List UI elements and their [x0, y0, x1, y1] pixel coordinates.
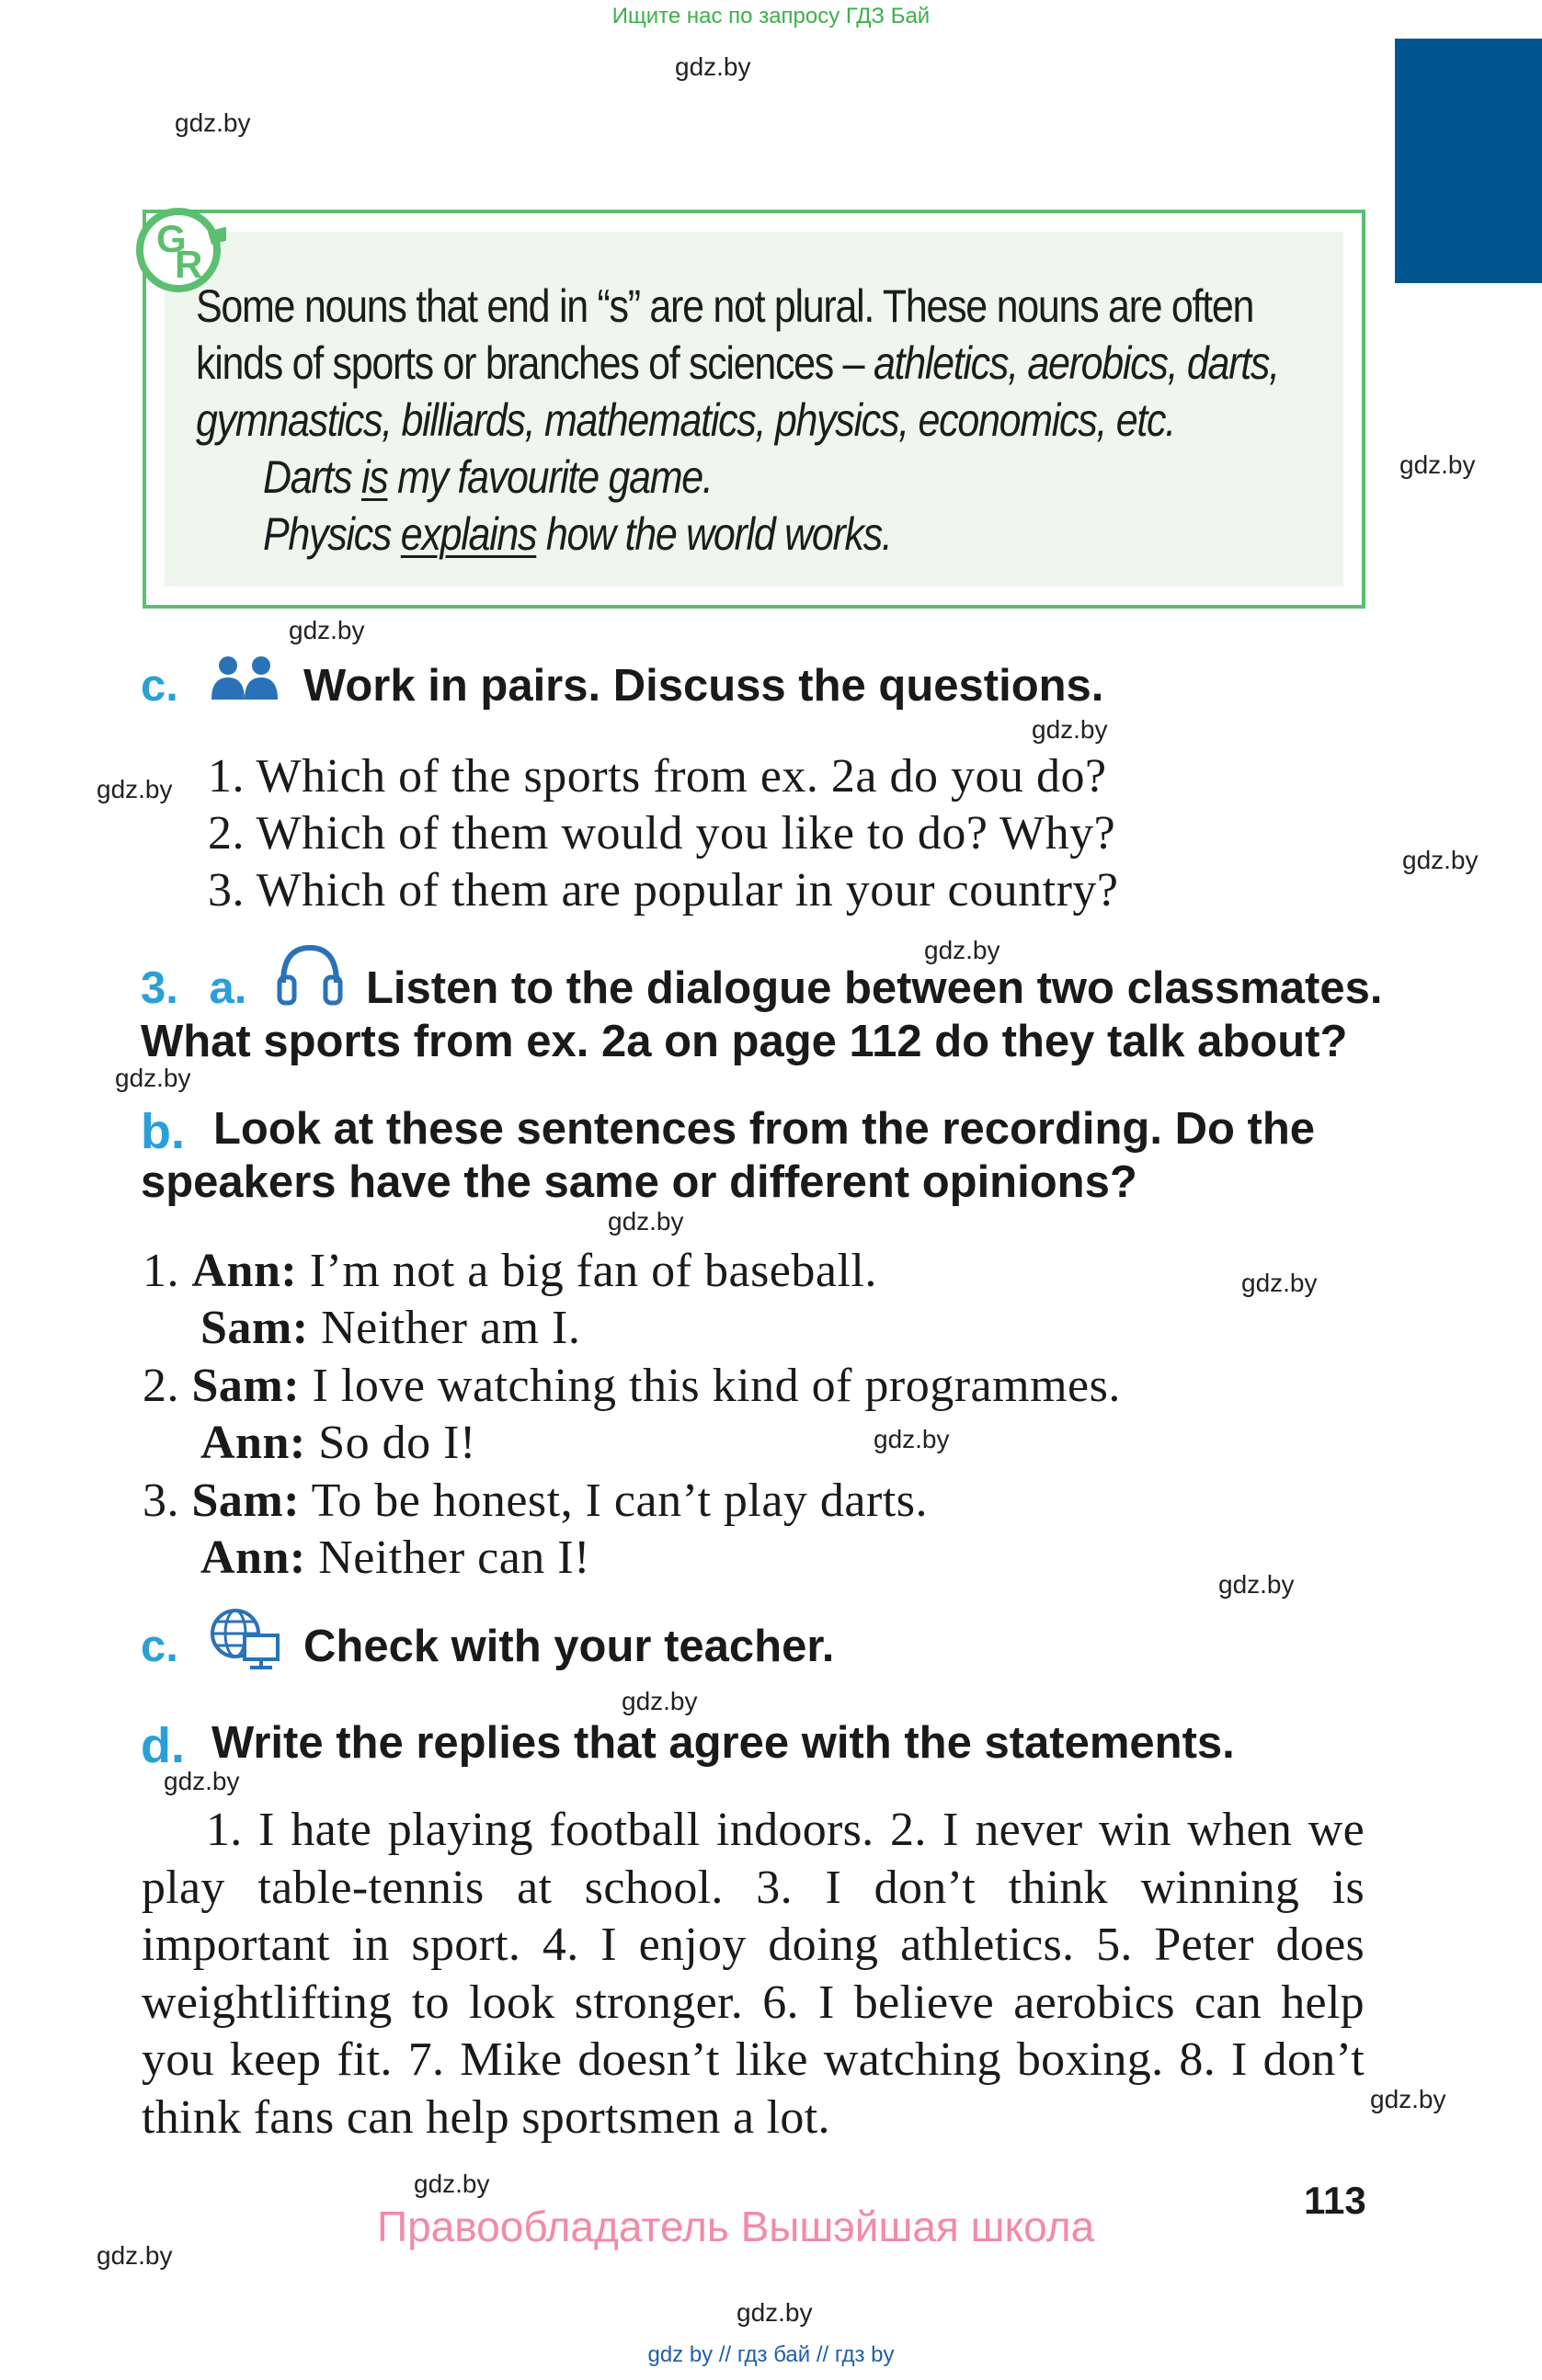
svg-text:R: R	[175, 243, 203, 286]
dialogue-line	[143, 1359, 1121, 1413]
question-item: 2. Which of them would you like to do? Why?	[208, 807, 1116, 860]
pair-work-icon	[210, 655, 281, 701]
grammar-rule-text	[196, 278, 1351, 335]
example-verb: is	[360, 451, 388, 503]
task-3a-heading	[141, 962, 246, 1014]
grammar-rule-line-3	[196, 392, 1351, 449]
watermark: gdz.by	[608, 1207, 684, 1236]
dialogue-number: 3.	[143, 1475, 179, 1527]
dialogue-text: Neither am I.	[308, 1302, 581, 1354]
watermark: gdz.by	[97, 2241, 173, 2270]
dialogue-number: 2.	[143, 1360, 179, 1412]
dialogue-text: To be honest, I can’t play darts.	[300, 1475, 929, 1527]
task-2c-heading	[141, 660, 178, 712]
dialogue-text: I’m not a big fan of baseball.	[297, 1245, 877, 1297]
watermark: gdz.by	[622, 1687, 698, 1715]
grammar-example-2	[263, 506, 1418, 563]
task-3c-heading	[141, 1621, 178, 1672]
speaker-name: Sam:	[191, 1475, 301, 1527]
example-subject: Darts	[263, 451, 352, 503]
task-3b-line-2: speakers have the same or different opinions?	[141, 1157, 1137, 1207]
top-banner[interactable]: Ищите нас по запросу ГДЗ Бай	[611, 4, 931, 28]
task-3b-heading	[141, 1103, 185, 1160]
dialogue-text: Neither can I!	[305, 1532, 590, 1584]
watermark: gdz.by	[737, 2298, 813, 2327]
statements-paragraph: 1. I hate playing football indoors. 2. I never win when we play table-tennis at school. 3. I don’t think winning is important in sport. 4. I enjoy doing athletics. 5. Peter does weightlifting to look stronger. 6. I believe aerobics can help you keep fit. 7. Mike doesn’t like watching boxing. 8. I don’t think fans can help sportsmen a lot.	[142, 1804, 1365, 2144]
speaker-name: Sam:	[191, 1360, 301, 1412]
watermark: gdz.by	[924, 936, 1000, 964]
task-letter: a.	[209, 963, 247, 1013]
dialogue-number: 1.	[143, 1245, 179, 1297]
watermark: gdz.by	[1402, 846, 1479, 874]
watermark: gdz.by	[675, 52, 751, 81]
question-item: 1. Which of the sports from ex. 2a do you do?	[208, 750, 1107, 803]
watermark: gdz.by	[414, 2169, 490, 2198]
watermark: gdz.by	[289, 616, 365, 644]
rule-examples: gymnastics, billiards, mathematics, physics, economics, etc.	[196, 394, 1175, 446]
example-rest: my favourite game.	[397, 451, 713, 503]
task-letter: c.	[141, 1622, 178, 1671]
example-rest: how the world works.	[545, 508, 892, 560]
watermark: gdz.by	[97, 775, 173, 803]
watermark: gdz.by	[115, 1064, 191, 1092]
dialogue-line	[143, 1244, 877, 1298]
dialogue-line	[200, 1301, 580, 1355]
watermark: gdz.by	[1241, 1269, 1318, 1297]
watermark: gdz.by	[1399, 450, 1476, 479]
globe-computer-icon	[208, 1606, 283, 1670]
task-3a-line-1: Listen to the dialogue between two classmates.	[366, 963, 1383, 1013]
speaker-name: Ann:	[191, 1245, 298, 1297]
task-letter: d.	[141, 1718, 185, 1773]
question-item: 3. Which of them are popular in your country?	[208, 864, 1119, 917]
watermark: gdz.by	[1032, 715, 1108, 744]
task-2c-instruction: Work in pairs. Discuss the questions.	[303, 661, 1104, 711]
headphones-icon	[276, 942, 344, 1007]
watermark: gdz.by	[164, 1767, 240, 1795]
grammar-example-1	[263, 449, 1418, 506]
page-edge-tab	[1395, 39, 1542, 283]
svg-text:G: G	[156, 217, 187, 260]
example-subject: Physics	[263, 508, 392, 560]
watermark: gdz.by	[175, 108, 251, 137]
speaker-name: Ann:	[200, 1417, 306, 1469]
task-3c-instruction: Check with your teacher.	[303, 1622, 835, 1671]
task-letter: b.	[141, 1104, 185, 1159]
speaker-name: Sam:	[200, 1302, 309, 1354]
task-letter: c.	[141, 661, 178, 711]
watermark: gdz.by	[874, 1425, 950, 1453]
rule-examples: athletics, aerobics, darts,	[873, 337, 1279, 389]
speaker-name: Ann:	[200, 1532, 306, 1584]
task-number: 3.	[141, 963, 178, 1013]
dialogue-line	[200, 1416, 476, 1470]
task-3b-line-1: Look at these sentences from the recording. Do the	[213, 1104, 1316, 1154]
copyright-notice: Правообладатель Вышэйшая школа	[377, 2203, 1095, 2250]
task-3d-instruction: Write the replies that agree with the statements.	[211, 1718, 1235, 1768]
dialogue-line	[200, 1531, 590, 1585]
rule-text: kinds of sports or branches of sciences –	[196, 337, 864, 389]
watermark: gdz.by	[1218, 1570, 1295, 1599]
page-number: 113	[1304, 2179, 1366, 2222]
dialogue-line	[143, 1474, 928, 1528]
grammar-rule-line-2	[196, 335, 1351, 392]
example-verb: explains	[400, 508, 537, 560]
watermark: gdz.by	[1370, 2085, 1446, 2113]
footer-links[interactable]: gdz by // гдз бай // гдз by	[647, 2342, 895, 2367]
dialogue-text: So do I!	[305, 1417, 476, 1469]
task-3d-heading	[141, 1717, 185, 1774]
task-3a-line-2: What sports from ex. 2a on page 112 do they talk about?	[141, 1017, 1348, 1066]
dialogue-text: I love watching this kind of programmes.	[300, 1360, 1121, 1412]
rule-line-1: Some nouns that end in “s” are not plural. These nouns are often	[196, 280, 1254, 332]
